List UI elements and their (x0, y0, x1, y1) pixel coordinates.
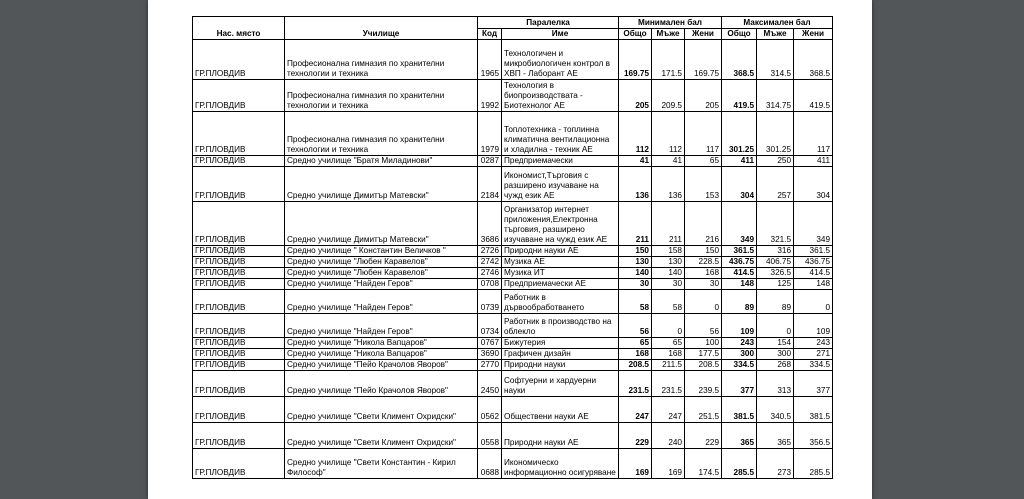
table-row (193, 349, 833, 360)
cell-name: Музика АЕ (502, 257, 619, 268)
cell-code: 0767 (478, 338, 502, 349)
cell-name: Икономист,Търговия с разширено изучаване на чужд език АЕ (502, 167, 619, 202)
document-page (148, 0, 872, 499)
header-code: Код (478, 29, 502, 40)
cell-max-men: 406.75 (757, 257, 794, 268)
cell-code: 0558 (478, 423, 502, 449)
table-row (193, 246, 833, 257)
cell-name: Природни науки (502, 360, 619, 371)
cell-place: ГР.ПЛОВДИВ (193, 338, 285, 349)
cell-name: Топлотехника - топлинна климатична вентилационна и хладилна - техник АЕ (502, 112, 619, 156)
cell-max-men: 273 (757, 449, 794, 479)
cell-min-women: 228.5 (685, 257, 722, 268)
cell-place: ГР.ПЛОВДИВ (193, 423, 285, 449)
cell-max-total: 411 (722, 156, 757, 167)
cell-max-men: 314.75 (757, 80, 794, 112)
cell-place: ГР.ПЛОВДИВ (193, 360, 285, 371)
cell-max-total: 368.5 (722, 40, 757, 80)
cell-min-women: 65 (685, 156, 722, 167)
cell-min-men: 247 (652, 397, 685, 423)
cell-min-women: 177.5 (685, 349, 722, 360)
cell-place: ГР.ПЛОВДИВ (193, 397, 285, 423)
cell-school: Професионална гимназия по хранителни технологии и техника (285, 112, 478, 156)
cell-max-women: 356.5 (794, 423, 833, 449)
cell-name: Икономическо информационно осигуряване (502, 449, 619, 479)
cell-min-total: 136 (619, 167, 652, 202)
cell-min-women: 153 (685, 167, 722, 202)
cell-place: ГР.ПЛОВДИВ (193, 290, 285, 314)
cell-code: 1965 (478, 40, 502, 80)
cell-min-men: 140 (652, 268, 685, 279)
cell-max-total: 304 (722, 167, 757, 202)
cell-code: 2742 (478, 257, 502, 268)
cell-min-men: 130 (652, 257, 685, 268)
cell-max-total: 419.5 (722, 80, 757, 112)
cell-min-total: 130 (619, 257, 652, 268)
header-max-women: Жени (794, 29, 833, 40)
cell-min-men: 58 (652, 290, 685, 314)
cell-name: Бижутерия (502, 338, 619, 349)
cell-min-men: 231.5 (652, 371, 685, 397)
cell-school: Средно училище "Пейо Крачолов Яворов" (285, 360, 478, 371)
cell-min-women: 229 (685, 423, 722, 449)
cell-max-men: 326.5 (757, 268, 794, 279)
cell-max-men: 0 (757, 314, 794, 338)
table-row (193, 279, 833, 290)
cell-place: ГР.ПЛОВДИВ (193, 202, 285, 246)
cell-min-women: 56 (685, 314, 722, 338)
cell-place: ГР.ПЛОВДИВ (193, 268, 285, 279)
cell-max-women: 117 (794, 112, 833, 156)
cell-code: 2184 (478, 167, 502, 202)
cell-min-women: 174.5 (685, 449, 722, 479)
header-max-score: Максимален бал (722, 17, 833, 29)
cell-school: Средно училище Димитър Матевски" (285, 202, 478, 246)
cell-min-men: 65 (652, 338, 685, 349)
cell-min-men: 171.5 (652, 40, 685, 80)
cell-min-total: 56 (619, 314, 652, 338)
cell-min-total: 140 (619, 268, 652, 279)
cell-code: 0708 (478, 279, 502, 290)
cell-code: 2746 (478, 268, 502, 279)
cell-min-total: 231.5 (619, 371, 652, 397)
cell-min-women: 251.5 (685, 397, 722, 423)
cell-place: ГР.ПЛОВДИВ (193, 257, 285, 268)
table-row (193, 268, 833, 279)
cell-max-men: 301.25 (757, 112, 794, 156)
cell-school: Средно училище "Пейо Крачолов Яворов" (285, 371, 478, 397)
cell-school: Средно училище "Свети Климент Охридски" (285, 423, 478, 449)
cell-school: Средно училище "Любен Каравелов" (285, 268, 478, 279)
cell-name: Природни науки АЕ (502, 423, 619, 449)
table-row (193, 290, 833, 314)
cell-min-total: 150 (619, 246, 652, 257)
cell-place: ГР.ПЛОВДИВ (193, 156, 285, 167)
cell-school: Средно училище Димитър Матевски" (285, 167, 478, 202)
cell-max-men: 313 (757, 371, 794, 397)
cell-min-total: 41 (619, 156, 652, 167)
cell-min-women: 168 (685, 268, 722, 279)
cell-max-women: 368.5 (794, 40, 833, 80)
cell-min-women: 117 (685, 112, 722, 156)
cell-min-total: 247 (619, 397, 652, 423)
cell-code: 3686 (478, 202, 502, 246)
cell-max-women: 109 (794, 314, 833, 338)
cell-min-total: 208.5 (619, 360, 652, 371)
table-row (193, 40, 833, 80)
cell-max-men: 89 (757, 290, 794, 314)
cell-name: Предприемачески АЕ (502, 279, 619, 290)
cell-place: ГР.ПЛОВДИВ (193, 371, 285, 397)
cell-code: 0287 (478, 156, 502, 167)
cell-min-women: 216 (685, 202, 722, 246)
table-row (193, 423, 833, 449)
cell-min-men: 211.5 (652, 360, 685, 371)
cell-code: 1992 (478, 80, 502, 112)
cell-max-women: 148 (794, 279, 833, 290)
header-min-score: Минимален бал (619, 17, 722, 29)
cell-code: 1979 (478, 112, 502, 156)
cell-max-men: 316 (757, 246, 794, 257)
cell-min-total: 112 (619, 112, 652, 156)
header-min-total: Общо (619, 29, 652, 40)
cell-place: ГР.ПЛОВДИВ (193, 279, 285, 290)
header-max-men: Мъже (757, 29, 794, 40)
cell-code: 2450 (478, 371, 502, 397)
cell-max-total: 148 (722, 279, 757, 290)
cell-name: Музика ИТ (502, 268, 619, 279)
cell-min-total: 30 (619, 279, 652, 290)
cell-name: Графичен дизайн (502, 349, 619, 360)
cell-max-total: 109 (722, 314, 757, 338)
cell-min-total: 205 (619, 80, 652, 112)
cell-school: Средно училище " Константин Величков " (285, 246, 478, 257)
cell-max-total: 243 (722, 338, 757, 349)
cell-max-men: 365 (757, 423, 794, 449)
cell-max-total: 300 (722, 349, 757, 360)
table-row (193, 397, 833, 423)
cell-min-men: 158 (652, 246, 685, 257)
header-max-total: Общо (722, 29, 757, 40)
cell-max-total: 89 (722, 290, 757, 314)
cell-min-men: 0 (652, 314, 685, 338)
cell-code: 0739 (478, 290, 502, 314)
cell-max-men: 154 (757, 338, 794, 349)
cell-min-total: 169 (619, 449, 652, 479)
cell-max-women: 285.5 (794, 449, 833, 479)
table-row (193, 156, 833, 167)
cell-code: 0688 (478, 449, 502, 479)
admission-scores-table (192, 16, 833, 479)
cell-min-men: 209.5 (652, 80, 685, 112)
table-row (193, 360, 833, 371)
cell-min-total: 58 (619, 290, 652, 314)
cell-place: ГР.ПЛОВДИВ (193, 449, 285, 479)
cell-code: 3690 (478, 349, 502, 360)
cell-name: Обществени науки АЕ (502, 397, 619, 423)
cell-name: Технологичен и микробиологичен контрол в ХВП - Лаборант АЕ (502, 40, 619, 80)
cell-school: Професионална гимназия по хранителни технологии и техника (285, 40, 478, 80)
cell-school: Средно училище "Свети Климент Охридски" (285, 397, 478, 423)
table-row (193, 371, 833, 397)
header-min-men: Мъже (652, 29, 685, 40)
cell-name: Организатор интернет приложения,Електронна търговия, разширено изучаване на чужд език АЕ (502, 202, 619, 246)
header-school: Училище (285, 17, 478, 40)
cell-min-total: 168 (619, 349, 652, 360)
cell-place: ГР.ПЛОВДИВ (193, 314, 285, 338)
cell-min-total: 229 (619, 423, 652, 449)
cell-max-men: 300 (757, 349, 794, 360)
cell-code: 2726 (478, 246, 502, 257)
cell-max-men: 125 (757, 279, 794, 290)
cell-min-women: 30 (685, 279, 722, 290)
cell-max-women: 414.5 (794, 268, 833, 279)
cell-place: ГР.ПЛОВДИВ (193, 167, 285, 202)
cell-max-total: 365 (722, 423, 757, 449)
cell-place: ГР.ПЛОВДИВ (193, 40, 285, 80)
cell-max-women: 361.5 (794, 246, 833, 257)
cell-min-total: 211 (619, 202, 652, 246)
table-row (193, 338, 833, 349)
cell-place: ГР.ПЛОВДИВ (193, 349, 285, 360)
cell-place: ГР.ПЛОВДИВ (193, 246, 285, 257)
cell-min-men: 136 (652, 167, 685, 202)
cell-min-men: 169 (652, 449, 685, 479)
cell-school: Средно училище "Братя Миладинови" (285, 156, 478, 167)
cell-min-men: 240 (652, 423, 685, 449)
cell-max-men: 314.5 (757, 40, 794, 80)
cell-max-total: 349 (722, 202, 757, 246)
header-parallel: Паралелка (478, 17, 619, 29)
cell-school: Професионална гимназия по хранителни технологии и техника (285, 80, 478, 112)
cell-min-total: 65 (619, 338, 652, 349)
cell-name: Работник в производство на облекло (502, 314, 619, 338)
cell-place: ГР.ПЛОВДИВ (193, 112, 285, 156)
table-row (193, 80, 833, 112)
cell-max-women: 419.5 (794, 80, 833, 112)
cell-name: Софтуерни и хардуерни науки (502, 371, 619, 397)
cell-max-total: 361.5 (722, 246, 757, 257)
header-name: Име (502, 29, 619, 40)
header-min-women: Жени (685, 29, 722, 40)
cell-max-men: 250 (757, 156, 794, 167)
cell-min-women: 150 (685, 246, 722, 257)
cell-name: Природни науки АЕ (502, 246, 619, 257)
cell-name: Работник в дървообработването (502, 290, 619, 314)
cell-code: 2770 (478, 360, 502, 371)
cell-max-women: 436.75 (794, 257, 833, 268)
cell-school: Средно училище "Найден Геров" (285, 279, 478, 290)
cell-school: Средно училище "Свети Константин - Кирил Философ" (285, 449, 478, 479)
cell-min-men: 41 (652, 156, 685, 167)
cell-min-women: 239.5 (685, 371, 722, 397)
cell-min-total: 169.75 (619, 40, 652, 80)
cell-name: Предприемачески (502, 156, 619, 167)
table-row (193, 257, 833, 268)
cell-max-total: 414.5 (722, 268, 757, 279)
cell-max-women: 271 (794, 349, 833, 360)
cell-max-total: 381.5 (722, 397, 757, 423)
cell-code: 0562 (478, 397, 502, 423)
cell-place: ГР.ПЛОВДИВ (193, 80, 285, 112)
cell-max-men: 268 (757, 360, 794, 371)
cell-max-total: 301.25 (722, 112, 757, 156)
cell-max-total: 285.5 (722, 449, 757, 479)
cell-min-women: 100 (685, 338, 722, 349)
cell-school: Средно училище "Найден Геров" (285, 314, 478, 338)
cell-max-men: 257 (757, 167, 794, 202)
table-row (193, 449, 833, 479)
cell-max-women: 349 (794, 202, 833, 246)
table-row (193, 112, 833, 156)
cell-school: Средно училище "Никола Вапцаров" (285, 338, 478, 349)
cell-min-women: 169.75 (685, 40, 722, 80)
cell-school: Средно училище "Никола Вапцаров" (285, 349, 478, 360)
table-row (193, 202, 833, 246)
cell-school: Средно училище "Любен Каравелов" (285, 257, 478, 268)
cell-min-men: 112 (652, 112, 685, 156)
cell-max-total: 334.5 (722, 360, 757, 371)
cell-min-men: 30 (652, 279, 685, 290)
cell-max-men: 340.5 (757, 397, 794, 423)
cell-max-women: 0 (794, 290, 833, 314)
table-body (193, 40, 833, 479)
cell-school: Средно училище "Найден Геров" (285, 290, 478, 314)
cell-max-women: 304 (794, 167, 833, 202)
cell-max-total: 436.75 (722, 257, 757, 268)
header-place: Нас. място (193, 17, 285, 40)
cell-name: Технология в биопроизводствата - Биотехнолог АЕ (502, 80, 619, 112)
cell-max-women: 243 (794, 338, 833, 349)
cell-min-men: 168 (652, 349, 685, 360)
cell-min-women: 208.5 (685, 360, 722, 371)
cell-min-men: 211 (652, 202, 685, 246)
table-row (193, 314, 833, 338)
cell-min-women: 0 (685, 290, 722, 314)
cell-max-women: 411 (794, 156, 833, 167)
cell-max-total: 377 (722, 371, 757, 397)
table-row (193, 167, 833, 202)
cell-max-women: 334.5 (794, 360, 833, 371)
cell-code: 0734 (478, 314, 502, 338)
cell-max-men: 321.5 (757, 202, 794, 246)
cell-min-women: 205 (685, 80, 722, 112)
cell-max-women: 377 (794, 371, 833, 397)
cell-max-women: 381.5 (794, 397, 833, 423)
